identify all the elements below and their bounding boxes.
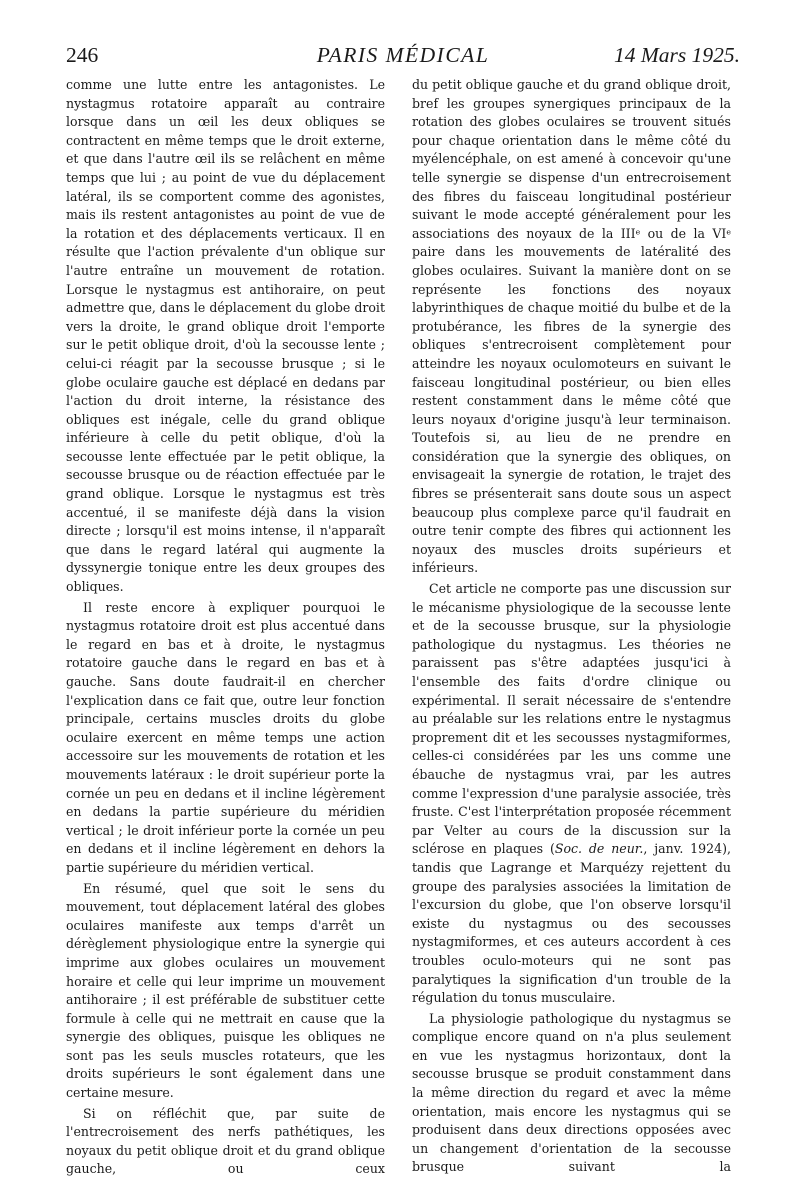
paragraph-text: Cet article ne comporte pas une discussion sur le mécanisme physiologique de la secousse lente et de la secousse brusque, sur la physiologie pathologique du nystagmus. Les théories ne paraissent pas s'être adaptées jusqu'ici à l'ensemble des faits d'ordre clinique ou expérimental. Il serait nécessaire de s'entendre au préalable sur les relations entre le nystagmus proprement dit et les secousses nystagmiformes, celles-ci considérées par les uns comme une ébauche de nystagmus vrai, par les autres comme l'expression d'une paralysie associée, très fruste. C'est l'interprétation proposée récemment par Velter au cours de la discussion sur la sclérose en plaques ( [412,581,731,857]
paragraph-text: paire dans les mouvements de latéralité des globes oculaires. Suivant la manière dont on se représente les fonctions des noyaux labyrinthiques de chaque moitié du bulbe et de la protubérance, les fibres de la synergie des obliques s'entrecroisent complètement pour atteindre les noyaux oculomoteurs en suivant le faisceau longitudinal postérieur, ou bien elles restent constamment dans le même côté que leurs noyaux d'origine jusqu'à leur terminaison. Toutefois si, au lieu de ne prendre en considération que la synergie des obliques, on envisageait la synergie de rotation, le trajet des fibres se présenterait sans doute sous un aspect beaucoup plus complexe parce qu'il faudrait en outre tenir compte des fibres qui actionnent les noyaux des muscles droits supérieurs et inférieurs. [412,244,731,576]
paragraph-text: La physiologie pathologique du nystagmus se complique encore quand on n'a plus seulement en vue les nystagmus horizontaux, dont la secousse brusque se produit constamment dans la même direction du regard et avec la même orientation, mais encore les nystagmus qui se produisent dans deux directions opposées avec un changement d'orientation de la secousse brusque suivant la [412,1010,731,1175]
paragraph-text: ou de la VI [640,225,727,241]
paragraph [66,1105,385,1179]
superscript: e [726,227,732,237]
paragraph [66,599,385,878]
paragraph [66,76,385,597]
issue-date: 14 Mars 1925. [613,43,740,67]
paragraph [412,1010,731,1177]
paragraph [66,880,385,1103]
paragraph-text: Si on réfléchit que, par suite de l'entrecroisement des nerfs pathétiques, les noyaux du petit oblique droit et du grand oblique gauche, ou ceux [66,1105,385,1177]
paragraph [412,580,731,1008]
page-number: 246 [66,43,99,67]
paragraph-text: En résumé, quel que soit le sens du mouvement, tout déplacement latéral des globes oculaires manifeste aux temps d'arrêt un dérèglement physiologique entre la synergie qui imprime aux globes oculaires un mouvement horaire et celle qui leur imprime un mouvement antihoraire ; il est préférable de substituer cette formule à celle qui ne mettrait en cause que la synergie des obliques, puisque les obliques ne sont pas les seuls muscles rotateurs, que les droits supérieurs le sont également dans une certaine mesure. [66,880,385,1101]
paragraph-text: Il reste encore à expliquer pourquoi le nystagmus rotatoire droit est plus accentué dans le regard en bas et à droite, le nystagmus rotatoire gauche dans le regard en bas et à gauche. Sans doute faudrait-il en chercher l'explication dans ce fait que, outre leur fonction principale, certains muscles droits du globe oculaire exercent en même temps une action accessoire sur les mouvements de rotation et les mouvements latéraux : le droit supérieur porte la cornée un peu en dedans et il incline légèrement en dedans la partie supérieure du méridien vertical ; le droit inférieur porte la cornée un peu en dedans et il incline légèrement en dehors la partie supérieure du méridien vertical. [66,599,385,875]
paragraph [412,76,731,578]
superscript: e [635,227,641,237]
left-column [66,76,385,1179]
right-column [412,76,731,1177]
running-header [66,40,740,70]
paragraph-text: du petit oblique gauche et du grand oblique droit, bref les groupes synergiques principaux de la rotation des globes oculaires se trouvent situés pour chaque orientation dans le même côté du myélencéphale, on est amené à concevoir qu'une telle synergie se dispense d'un entrecroisement des fibres du faisceau longitudinal postérieur suivant le mode accepté généralement pour les associations des noyaux de la III [412,77,731,241]
paragraph-text: comme une lutte entre les antagonistes. Le nystagmus rotatoire apparaît au contraire lorsque dans un œil les deux obliques se contractent en même temps que le droit externe, et que dans l'autre œil ils se relâchent en même temps que lui ; au point de vue du déplacement latéral, ils se comportent comme des agonistes, mais ils restent antagonistes au point de vue de la rotation et des déplacements verticaux. Il en résulte que l'action prévalente d'un oblique sur l'autre entraîne un mouvement de rotation. Lorsque le nystagmus est antihoraire, on peut admettre que, dans le déplacement du globe droit vers la droite, le grand oblique droit l'emporte sur le petit oblique droit, d'où la secousse lente ; celui-ci réagit par la secousse brusque ; si le globe oculaire gauche est déplacé en dedans par l'action du droit interne, la résistance des obliques est inégale, celle du grand oblique inférieure à celle du petit oblique, d'où la secousse lente effectuée par le petit oblique, la secousse brusque ou de réaction effectuée par le grand oblique. Lorsque le nystagmus est très accentué, il se manifeste déjà dans la vision directe ; lorsqu'il est moins intense, il n'apparaît que dans le regard latéral qui augmente la dyssynergie tonique entre les deux groupes des obliques. [66,77,385,595]
journal-title: PARIS MÉDICAL [316,43,490,67]
paragraph-text: , janv. 1924), tandis que Lagrange et Marquézy rejettent du groupe des paralysies associées la limitation de l'excursion du globe, que l'on observe lorsqu'il existe du nystagmus ou des secousses nystagmiformes, et ces auteurs accordent à ces troubles oculo-moteurs qui ne sont pas paralytiques la signification d'un trouble de la régulation du tonus musculaire. [412,841,731,1006]
citation-italic: Soc. de neur. [554,841,644,857]
